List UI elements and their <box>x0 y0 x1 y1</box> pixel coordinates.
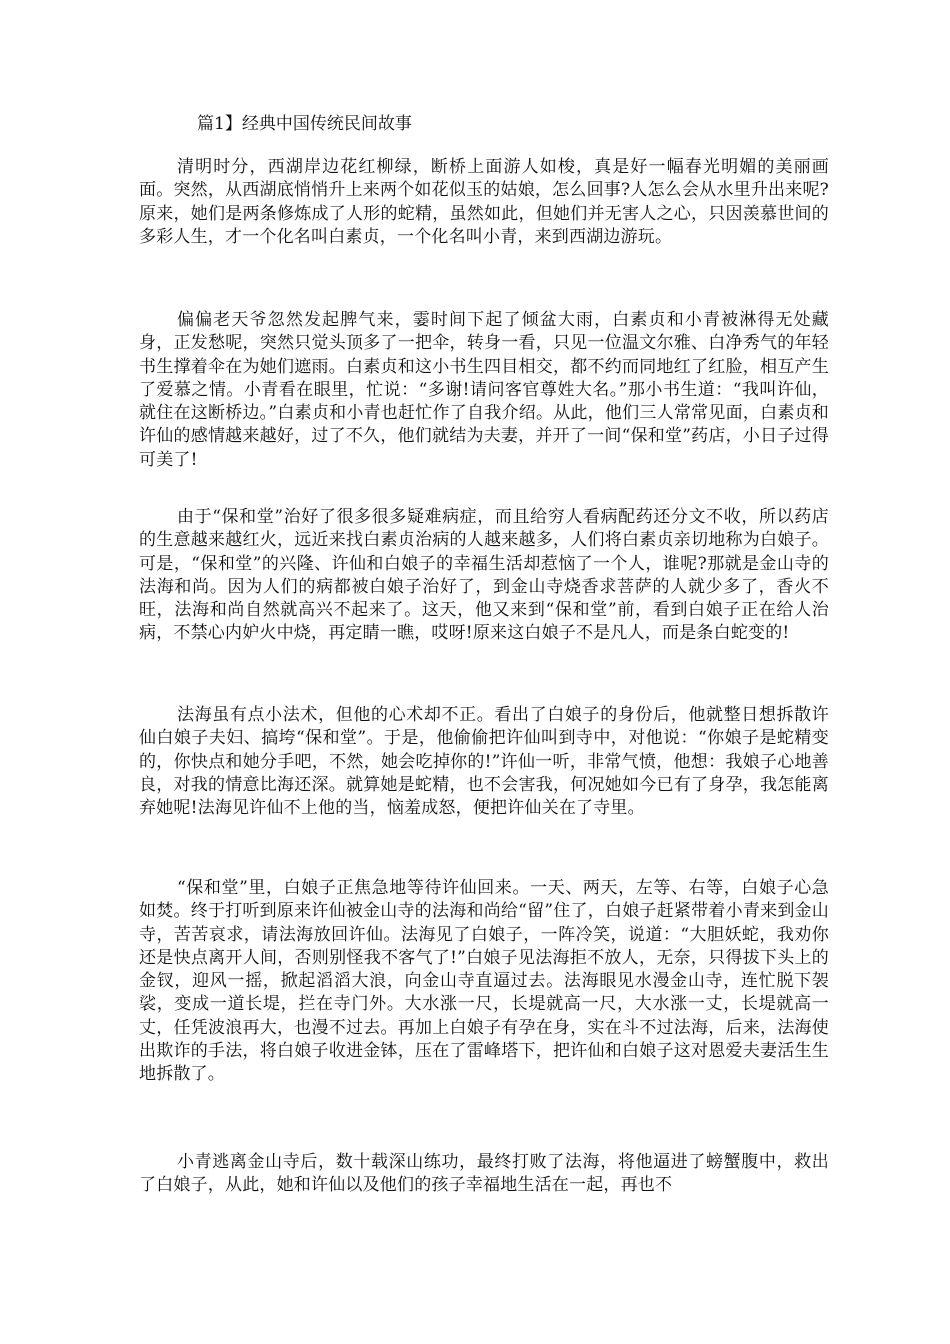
paragraph: 法海虽有点小法术，但他的心术却不正。看出了白娘子的身份后，他就整日想拆散许仙白娘子夫妇、搞垮“保和堂”。于是，他偷偷把许仙叫到寺中，对他说：“你娘子是蛇精变的，你快点和她分手吧，不然，她会吃掉你的!”许仙一听，非常气愤，他想：我娘子心地善良，对我的情意比海还深。就算她是蛇精，也不会害我，何况她如今已有了身孕，我怎能离弃她呢!法海见许仙不上他的当，恼羞成怒，便把许仙关在了寺里。 <box>139 705 829 819</box>
paragraph: 由于“保和堂”治好了很多很多疑难病症，而且给穷人看病配药还分文不收，所以药店的生意越来越红火，远近来找白素贞治病的人越来越多，人们将白素贞亲切地称为白娘子。可是，“保和堂”的兴隆、许仙和白娘子的幸福生活却惹恼了一个人，谁呢?那就是金山寺的法海和尚。因为人们的病都被白娘子治好了，到金山寺烧香求菩萨的人就少多了，香火不旺，法海和尚自然就高兴不起来了。这天，他又来到“保和堂”前，看到白娘子正在给人治病，不禁心内妒火中烧，再定睛一瞧，哎呀!原来这白娘子不是凡人，而是条白蛇变的! <box>139 507 829 644</box>
paragraph: 偏偏老天爷忽然发起脾气来，霎时间下起了倾盆大雨，白素贞和小青被淋得无处藏身，正发愁呢，突然只觉头顶多了一把伞，转身一看，只见一位温文尔雅、白净秀气的年轻书生撑着伞在为她们遮雨。白素贞和这小书生四目相交，都不约而同地红了红脸，相互产生了爱慕之情。小青看在眼里，忙说：“多谢!请问客官尊姓大名。”那小书生道：“我叫许仙，就住在这断桥边。”白素贞和小青也赶忙作了自我介绍。从此，他们三人常常见面，白素贞和许仙的感情越来越好，过了不久，他们就结为夫妻，并开了一间“保和堂”药店，小日子过得可美了! <box>139 310 829 470</box>
paragraph: 小青逃离金山寺后，数十载深山练功，最终打败了法海，将他逼进了螃蟹腹中，救出了白娘子，从此，她和许仙以及他们的孩子幸福地生活在一起，再也不 <box>139 1152 829 1196</box>
paragraph: “保和堂”里，白娘子正焦急地等待许仙回来。一天、两天，左等、右等，白娘子心急如焚。终于打听到原来许仙被金山寺的法海和尚给“留”住了，白娘子赶紧带着小青来到金山寺，苦苦哀求，请法海放回许仙。法海见了白娘子，一阵冷笑，说道：“大胆妖蛇，我劝你还是快点离开人间，否则别怪我不客气了!”白娘子见法海拒不放人，无奈，只得拔下头上的金钗，迎风一摇，掀起滔滔大浪，向金山寺直逼过去。法海眼见水漫金山寺，连忙脱下袈裟，变成一道长堤，拦在寺门外。大水涨一尺，长堤就高一尺，大水涨一丈，长堤就高一丈，任凭波浪再大，也漫不过去。再加上白娘子有孕在身，实在斗不过法海，后来，法海使出欺诈的手法，将白娘子收进金钵，压在了雷峰塔下，把许仙和白娘子这对恩爱夫妻活生生地拆散了。 <box>139 878 829 1085</box>
document-title: 篇1】经典中国传统民间故事 <box>197 114 412 134</box>
paragraph: 清明时分，西湖岸边花红柳绿，断桥上面游人如梭，真是好一幅春光明媚的美丽画面。突然，从西湖底悄悄升上来两个如花似玉的姑娘，怎么回事?人怎么会从水里升出来呢?原来，她们是两条修炼成了人形的蛇精，虽然如此，但她们并无害人之心，只因羡慕世间的多彩人生，才一个化名叫白素贞，一个化名叫小青，来到西湖边游玩。 <box>139 157 829 247</box>
